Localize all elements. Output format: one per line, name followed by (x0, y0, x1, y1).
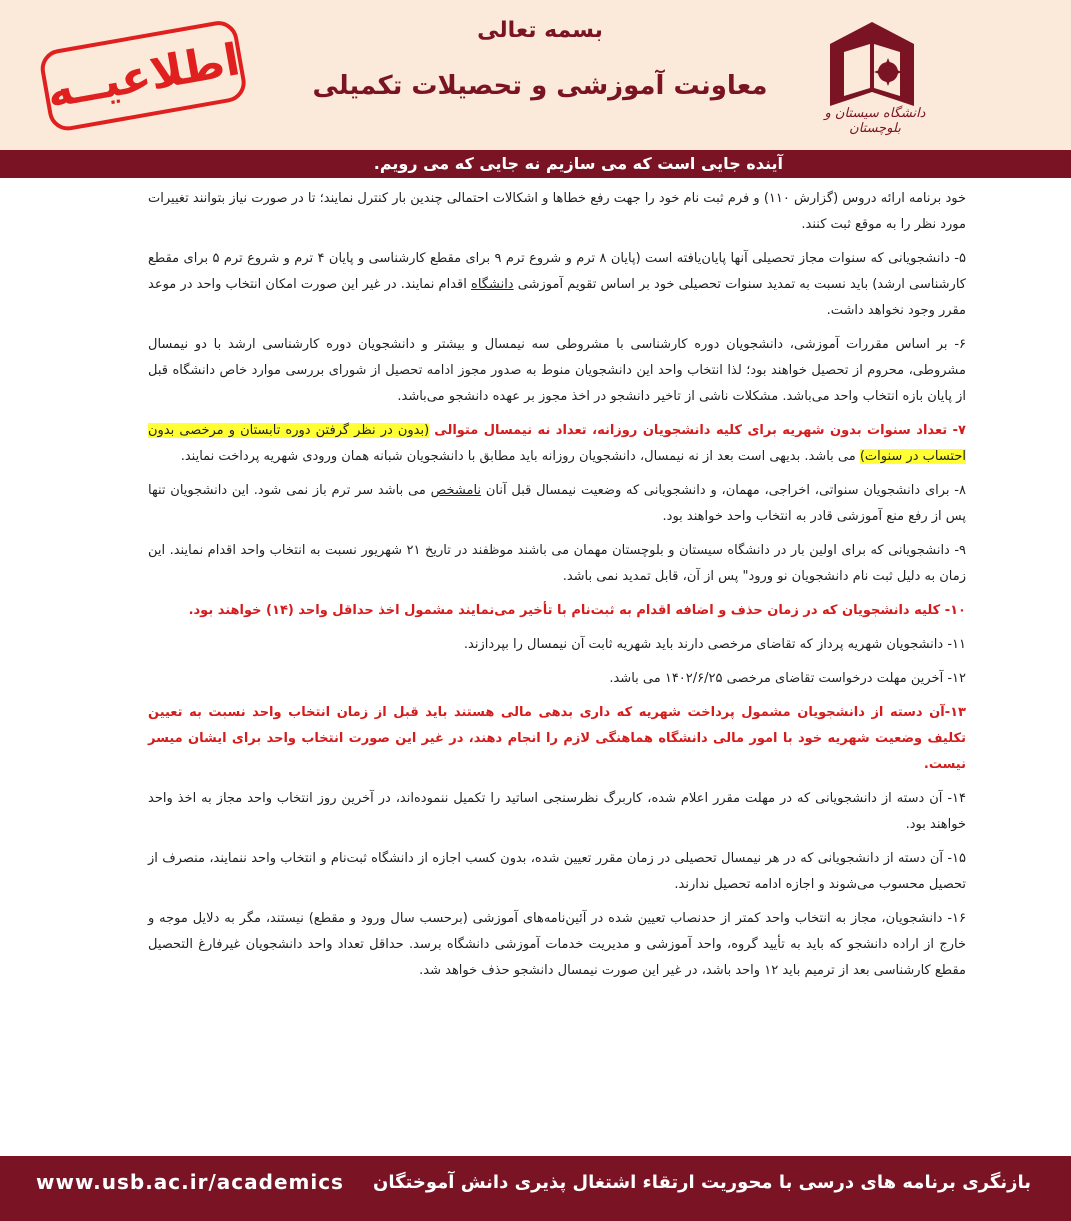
stamp-text: اطلاعیــه (42, 33, 244, 118)
university-name: دانشگاه سیستان و بلوچستان (824, 106, 926, 136)
basmala: بسمه تعالی (477, 18, 603, 43)
list-item: ۱۶- دانشجویان، مجاز به انتخاب واحد کمتر از حدنصاب تعیین شده در آئین‌نامه‌های آموزشی (برحسب سال ورود و مقطع) نیستند، مگر به دلایل موجه و خارج از اراده دانشجو که باید به تأیید گروه، واحد آموزشی و مدیریت خدمات آموزشی دانشگاه برسد. حداقل تعداد واحد دانشجویان غیرفارغ التحصیل مقطع کارشناسی بعد از ترمیم باید ۱۲ واحد باشد، در غیر این صورت نیمسال دانشجو حذف خواهد شد. (148, 911, 966, 978)
list-item: ۱۰- کلیه دانشجویان که در زمان حذف و اضافه اقدام به ثبت‌نام با تأخیر می‌نمایند مشمول اخذ حداقل واحد (۱۴) خواهند بود. (188, 603, 966, 618)
list-item (148, 478, 966, 530)
item-text: اقدام نمایند. در غیر این صورت امکان انتخاب واحد در موعد مقرر وجود نخواهد داشت. (148, 277, 966, 318)
item-text: می باشد سر ترم باز نمی شود. این دانشجویان تنها پس از رفع منع آموزشی قادر به انتخاب واحد خواهند بود. (148, 483, 966, 524)
list-item: ۶- بر اساس مقررات آموزشی، دانشجویان دوره کارشناسی با مشروطی سه نیمسال و بیشتر و دانشجویان دوره کارشناسی ارشد با دو نیمسال مشروطی، محروم از تحصیل خواهند بود؛ لذا انتخاب واحد این دانشجویان منوط به صدور مجوز ادامه تحصیل از شورای بررسی موارد خاص دانشگاه قبل از پایان بازه انتخاب واحد می‌باشد. مشکلات ناشی از تاخیر دانشجو در اخذ مجوز بر عهده دانشجو می‌باشد. (148, 337, 966, 404)
footer-slogan: بازنگری برنامه های درسی با محوریت ارتقاء اشتغال پذیری دانش آموختگان (372, 1172, 1031, 1193)
list-item: خود برنامه ارائه دروس (گزارش ۱۱۰) و فرم ثبت نام خود را جهت رفع خطاها و اشکالات احتمالی چندین بار کنترل نمایند؛ تا در صورت نیاز بتوانند تغییرات مورد نظر را به موقع ثبت کنند. (148, 191, 966, 232)
header-titles (280, 10, 800, 101)
highlighted-text: (بدون در نظر گرفتن دوره تابستان و مرخصی بدون احتساب در سنوات) (148, 423, 966, 464)
red-bold-text: ۷- تعداد سنوات بدون شهریه برای کلیه دانشجویان روزانه، تعداد نه نیمسال متوالی (434, 423, 966, 438)
item-text: ۵- دانشجویانی که سنوات مجاز تحصیلی آنها پایان‌یافته است (پایان ۸ ترم و شروع ترم ۹ برای مقطع کارشناسی و پایان ۴ ترم و شروع ترم ۵ برای مقطع کارشناسی ارشد) باید نسبت به تمدید سنوات تحصیلی خود بر اساس تقویم آموزشی (148, 251, 966, 292)
item-text: ۸- برای دانشجویان سنواتی، اخراجی، مهمان، و دانشجویانی که وضعیت نیمسال قبل آنان (485, 483, 966, 498)
footer-url-link[interactable]: www.usb.ac.ir/academics (36, 1170, 344, 1194)
header (0, 0, 1071, 150)
underlined-text: دانشگاه (471, 277, 514, 292)
list-item: ۱۴- آن دسته از دانشجویانی که در مهلت مقرر اعلام شده، کاربرگ نظرسنجی اساتید را تکمیل ننموده‌اند، در آخرین روز انتخاب واحد مجاز به اخذ واحد خواهند بود. (148, 791, 966, 832)
slogan-bar: آینده جایی است که می سازیم نه جایی که می رویم. (0, 150, 1071, 178)
list-item: ۱۱- دانشجویان شهریه پرداز که تقاضای مرخصی دارند باید شهریه ثابت آن نیمسال را بپردازند. (463, 637, 966, 652)
stamp-frame (38, 18, 249, 133)
underlined-text: نامشخص (430, 483, 482, 498)
deputy-title: معاونت آموزشی و تحصیلات تکمیلی (312, 71, 768, 101)
announcement-stamp (21, 0, 276, 164)
footer (0, 1156, 1071, 1221)
announcement-body (148, 186, 966, 992)
list-item: ۱۲- آخرین مهلت درخواست تقاضای مرخصی ۱۴۰۲/۶/۲۵ می باشد. (609, 671, 966, 686)
list-item (148, 418, 966, 470)
list-item: ۱۳-آن دسته از دانشجویان مشمول پرداخت شهریه که داری بدهی مالی هستند باید قبل از زمان انتخاب واحد نسبت به تعیین تکلیف وضعیت شهریه خود با امور مالی دانشگاه هماهنگی لازم را انجام دهند، در غیر این صورت انتخاب واحد برای ایشان میسر نیست. (148, 705, 966, 772)
list-item: ۹- دانشجویانی که برای اولین بار در دانشگاه سیستان و بلوچستان مهمان می باشند موظفند در تاریخ ۲۱ شهریور نسبت به انتخاب واحد اقدام نمایند. این زمان به دلیل ثبت نام دانشجویان نو ورود" پس از آن، قابل تمدید نمی باشد. (148, 543, 966, 584)
list-item (148, 246, 966, 324)
list-item: ۱۵- آن دسته از دانشجویانی که در هر نیمسال تحصیلی در زمان مقرر تعیین شده، بدون کسب اجازه از دانشگاه ثبت‌نام و انتخاب واحد ننمایند، منصرف از تحصیل محسوب می‌شوند و اجازه ادامه تحصیل ندارند. (148, 851, 966, 892)
item-text: می باشد. بدیهی است بعد از نه نیمسال، دانشجویان روزانه باید مطابق با دانشجویان شبانه همان ورودی شهریه پرداخت نمایند. (180, 449, 856, 464)
